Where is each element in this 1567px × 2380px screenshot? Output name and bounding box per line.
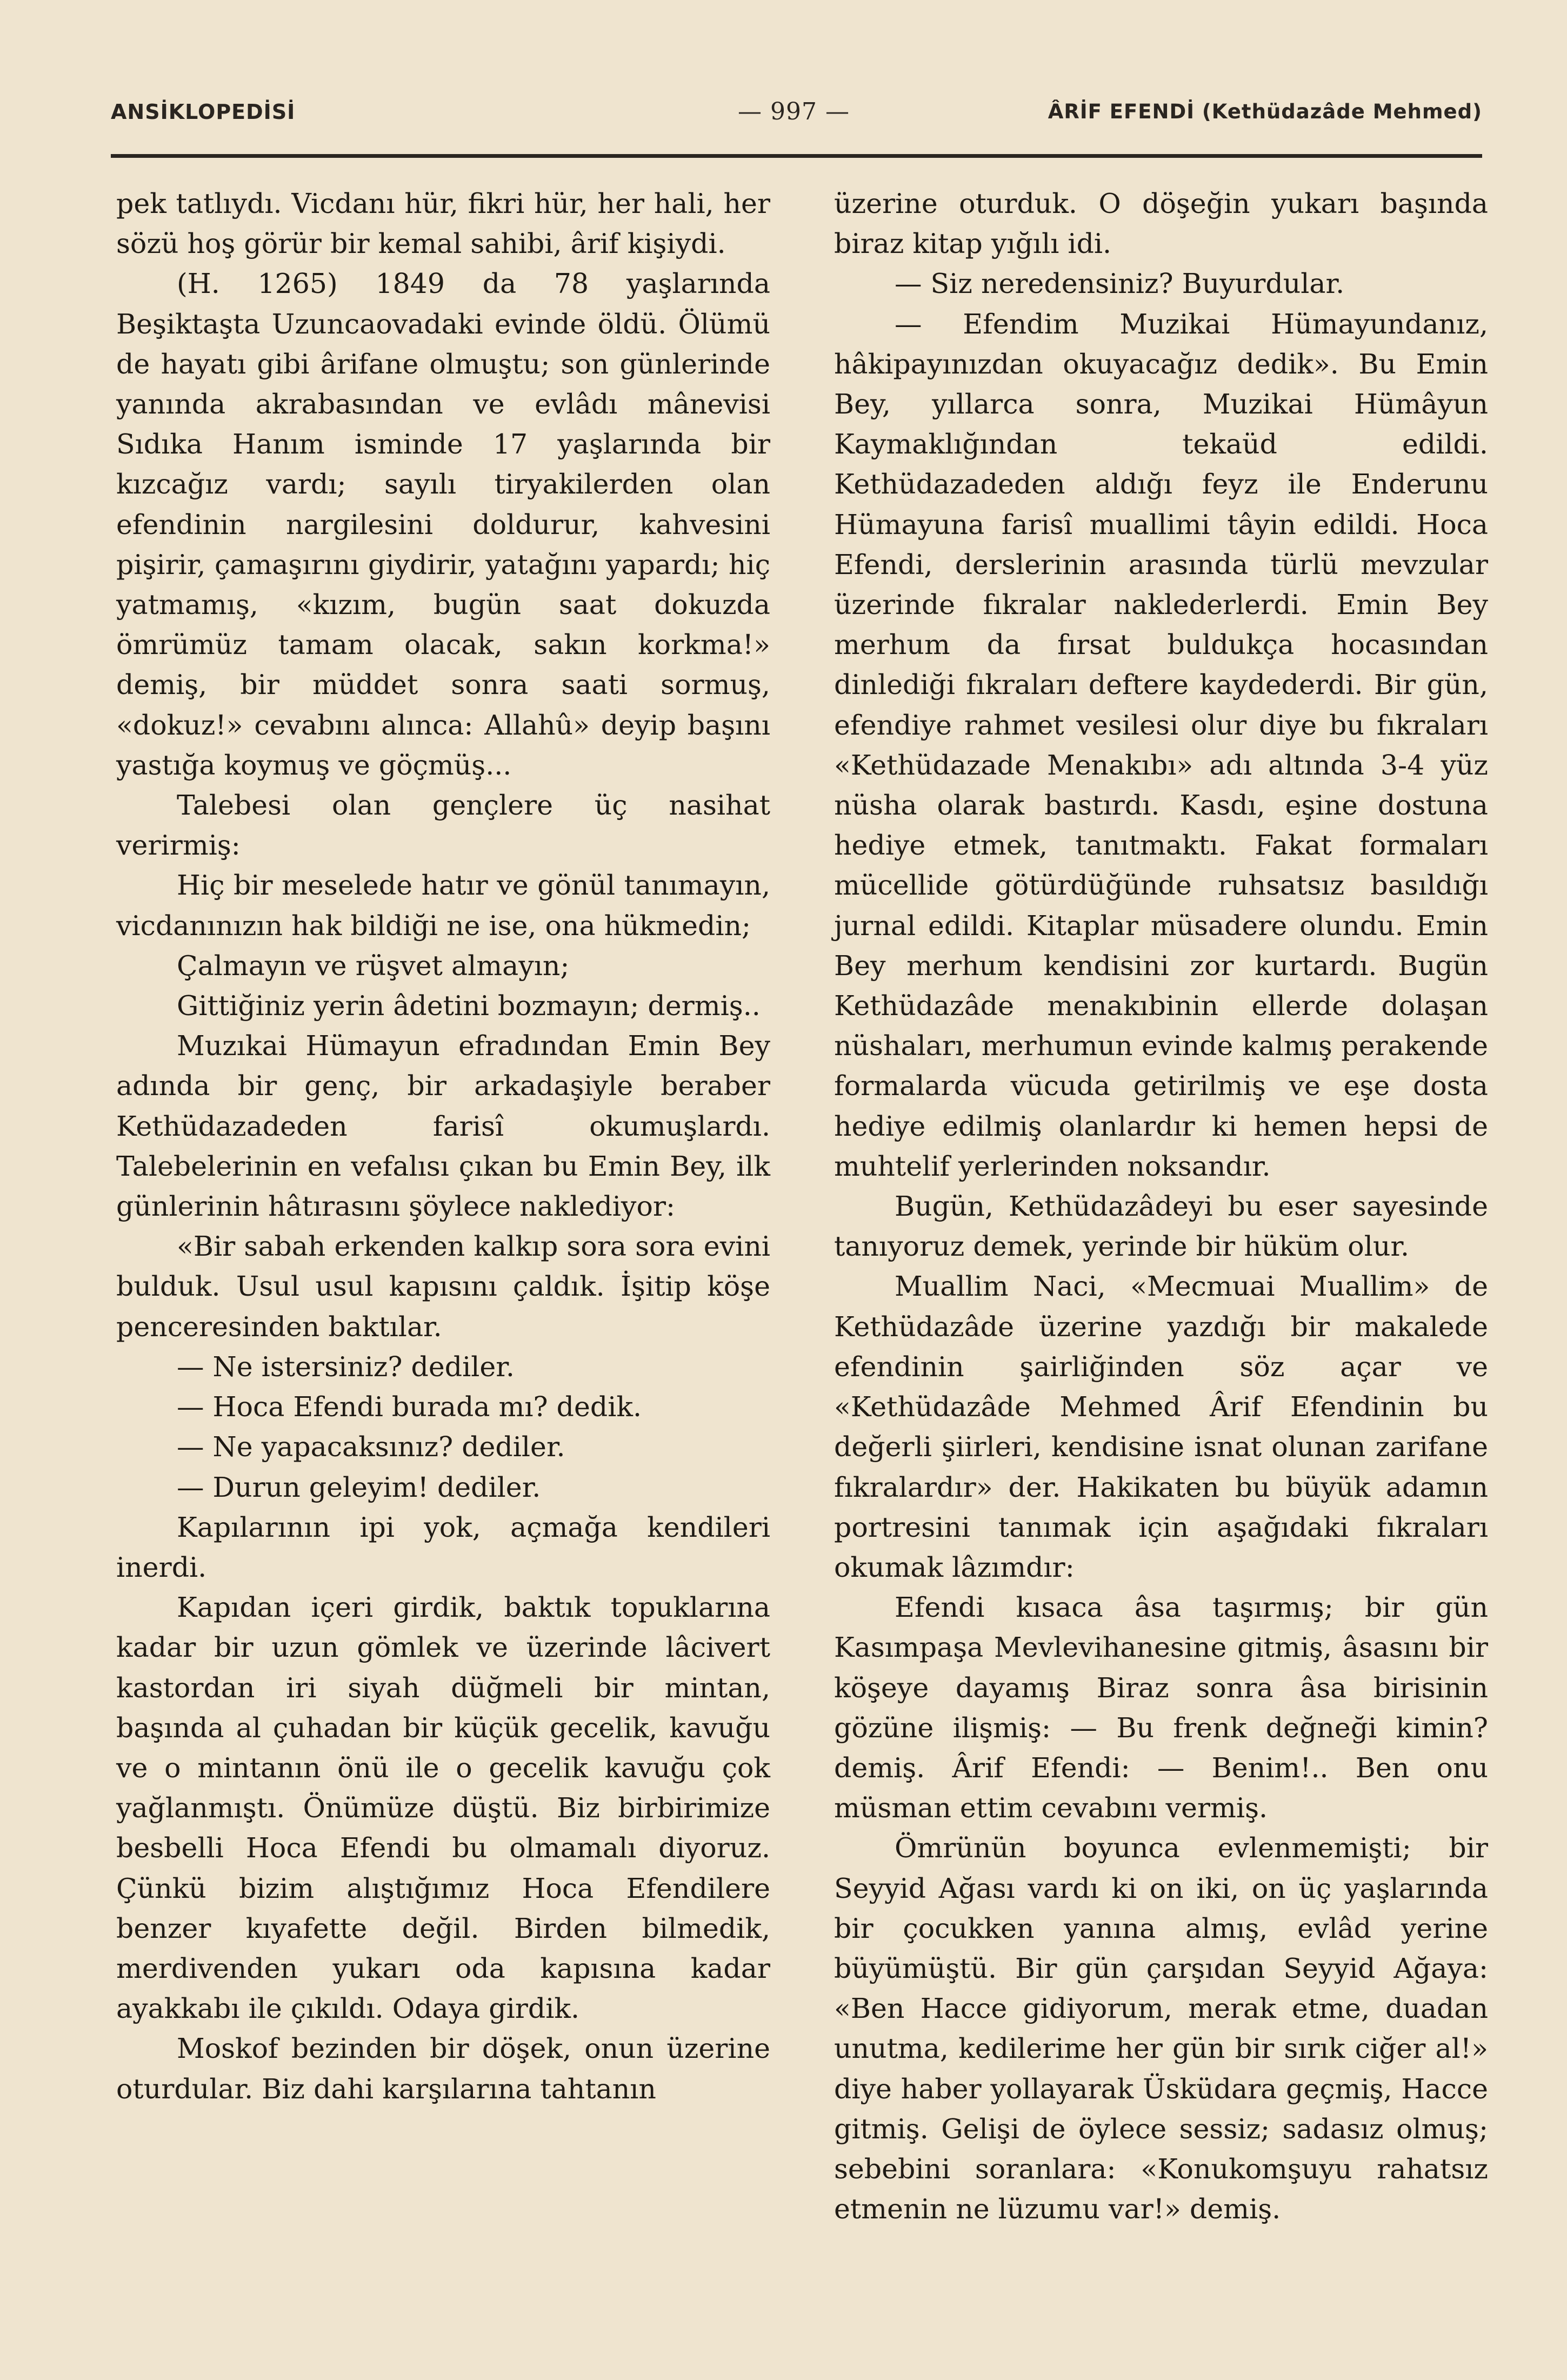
paragraph: Kapılarının ipi yok, açmağa kendileri inerdi. <box>116 1511 770 1583</box>
paragraph: Çalmayın ve rüşvet almayın; <box>177 949 570 982</box>
paragraph: Bugün, Kethüdazâdeyi bu eser sayesinde tanıyoruz demek, yerinde bir hüküm olur. <box>834 1190 1488 1263</box>
header-title-right: ÂRİF EFENDİ (Kethüdazâde Mehmed) <box>1048 100 1482 123</box>
paragraph: — Ne yapacaksınız? dediler. <box>177 1431 565 1463</box>
paragraph: pek tatlıydı. Vicdanı hür, fikri hür, her hali, her sözü hoş görür bir kemal sahibi, ârif kişiydi. <box>116 188 770 260</box>
paragraph: — Siz neredensiniz? Buyurdular. <box>895 268 1345 300</box>
paragraph: Kapıdan içeri girdik, baktık topuklarına kadar bir uzun gömlek ve üzerinde lâcivert kastordan iri siyah düğmeli bir mintan, başında al çuhadan bir küçük gecelik, kavuğu ve o mintanın önü ile o gecelik kavuğu çok yağlanmıştı. Önümüze düştü. Biz birbirimize besbelli Hoca Efendi bu olmamalı diyoruz. Çünkü bizim alıştığımız Hoca Efendilere benzer kıyafette değil. Birden bilmedik, merdivenden yukarı oda kapısına kadar ayakkabı ile çıkıldı. Odaya girdik. <box>116 1591 770 2025</box>
paragraph: — Efendim Muzikai Hümayundanız, hâkipayınızdan okuyacağız dedik». Bu Emin Bey, yıllarca sonra, Muzikai Hümâyun Kaymaklığından tekaüd edildi. Kethüdazadeden aldığı feyz ile Enderunu Hümayuna farisî muallimi tâyin edildi. Hoca Efendi, derslerinin arasında türlü mevzular üzerinde fıkralar naklederlerdi. Emin Bey merhum da fırsat buldukça hocasından dinlediği fıkraları deftere kaydederdi. Bir gün, efendiye rahmet vesilesi olur diye bu fıkraları «Kethüdazade Menakıbı» adı altında 3-4 yüz nüsha olarak bastırdı. Kasdı, eşine dostuna hediye etmek, tanıtmaktı. Fakat formaları mücellide götürdüğünde ruhsatsız basıldığı jurnal edildi. Kitaplar müsadere olundu. Emin Bey merhum kendisini zor kurtardı. Bugün Kethüdazâde menakıbinin ellerde dolaşan nüshaları, merhumun evinde kalmış perakende formalarda vücuda getirilmiş ve eşe dosta hediye edilmiş olanlardır ki hemen hepsi de muhtelif yerlerinden noksandır. <box>834 308 1488 1182</box>
paragraph: Moskof bezinden bir döşek, onun üzerine oturdular. Biz dahi karşılarına tahtanın <box>116 2032 770 2105</box>
header-title-left: ANSİKLOPEDİSİ <box>111 100 296 124</box>
running-header <box>111 100 1482 138</box>
paragraph: — Ne istersiniz? dediler. <box>177 1350 515 1383</box>
paragraph: Hiç bir meselede hatır ve gönül tanımayın, vicdanınızın hak bildiği ne ise, ona hükmedin; <box>116 869 770 942</box>
left-column <box>116 184 770 2109</box>
paragraph: — Hoca Efendi burada mı? dedik. <box>177 1391 642 1423</box>
paragraph: — Durun geleyim! dediler. <box>177 1471 541 1503</box>
page-number: — 997 — <box>738 98 850 125</box>
paragraph: üzerine oturduk. O döşeğin yukarı başında biraz kitap yığılı idi. <box>834 188 1488 260</box>
paragraph: Muallim Naci, «Mecmuai Muallim» de Kethüdazâde üzerine yazdığı bir makalede efendinin şairliğinden söz açar ve «Kethüdazâde Mehmed Ârif Efendinin bu değerli şiirleri, kendisine isnat olunan zarifane fıkralardır» der. Hakikaten bu büyük adamın portresini tanımak için aşağıdaki fıkraları okumak lâzımdır: <box>834 1270 1488 1583</box>
paragraph: (H. 1265) 1849 da 78 yaşlarında Beşiktaşta Uzuncaovadaki evinde öldü. Ölümü de hayatı gibi ârifane olmuştu; son günlerinde yanında akrabasından ve evlâdı mânevisi Sıdıka Hanım isminde 17 yaşlarında bir kızcağız vardı; sayılı tiryakilerden olan efendinin nargilesini doldurur, kahvesini pişirir, çamaşırını giydirir, yatağını yapardı; hiç yatmamış, «kızım, bugün saat dokuzda ömrümüz tamam olacak, sakın korkma!» demiş, bir müddet sonra saati sormuş, «dokuz!» cevabını alınca: Allahû» deyip başını yastığa koymuş ve göçmüş... <box>116 268 770 781</box>
paragraph: Gittiğiniz yerin âdetini bozmayın; dermiş.. <box>177 990 761 1022</box>
header-rule <box>111 154 1482 158</box>
paragraph: Efendi kısaca âsa taşırmış; bir gün Kasımpaşa Mevlevihanesine gitmiş, âsasını bir köşeye dayamış Biraz sonra âsa birisinin gözüne ilişmiş: — Bu frenk değneği kimin? demiş. Ârif Efendi: — Benim!.. Ben onu müsman ettim cevabını vermiş. <box>834 1591 1488 1824</box>
paragraph: «Bir sabah erkenden kalkıp sora sora evini bulduk. Usul usul kapısını çaldık. İşitip köşe penceresinden baktılar. <box>116 1230 770 1343</box>
paragraph: Ömrünün boyunca evlenmemişti; bir Seyyid Ağası vardı ki on iki, on üç yaşlarında bir çocukken yanına almış, evlâd yerine büyümüştü. Bir gün çarşıdan Seyyid Ağaya: «Ben Hacce gidiyorum, merak etme, duadan unutma, kedilerime her gün bir sırık ciğer al!» diye haber yollayarak Üsküdara geçmiş, Hacce gitmiş. Gelişi de öylece sessiz; sadasız olmuş; sebebini soranlara: «Konukomşuyu rahatsız etmenin ne lüzumu var!» demiş. <box>834 1832 1488 2225</box>
right-column <box>834 184 1488 2229</box>
paragraph: Muzıkai Hümayun efradından Emin Bey adında bir genç, bir arkadaşiyle beraber Kethüdazadeden farisî okumuşlardı. Talebelerinin en vefalısı çıkan bu Emin Bey, ilk günlerinin hâtırasını şöylece naklediyor: <box>116 1030 770 1223</box>
paragraph: Talebesi olan gençlere üç nasihat verirmiş: <box>116 789 770 862</box>
